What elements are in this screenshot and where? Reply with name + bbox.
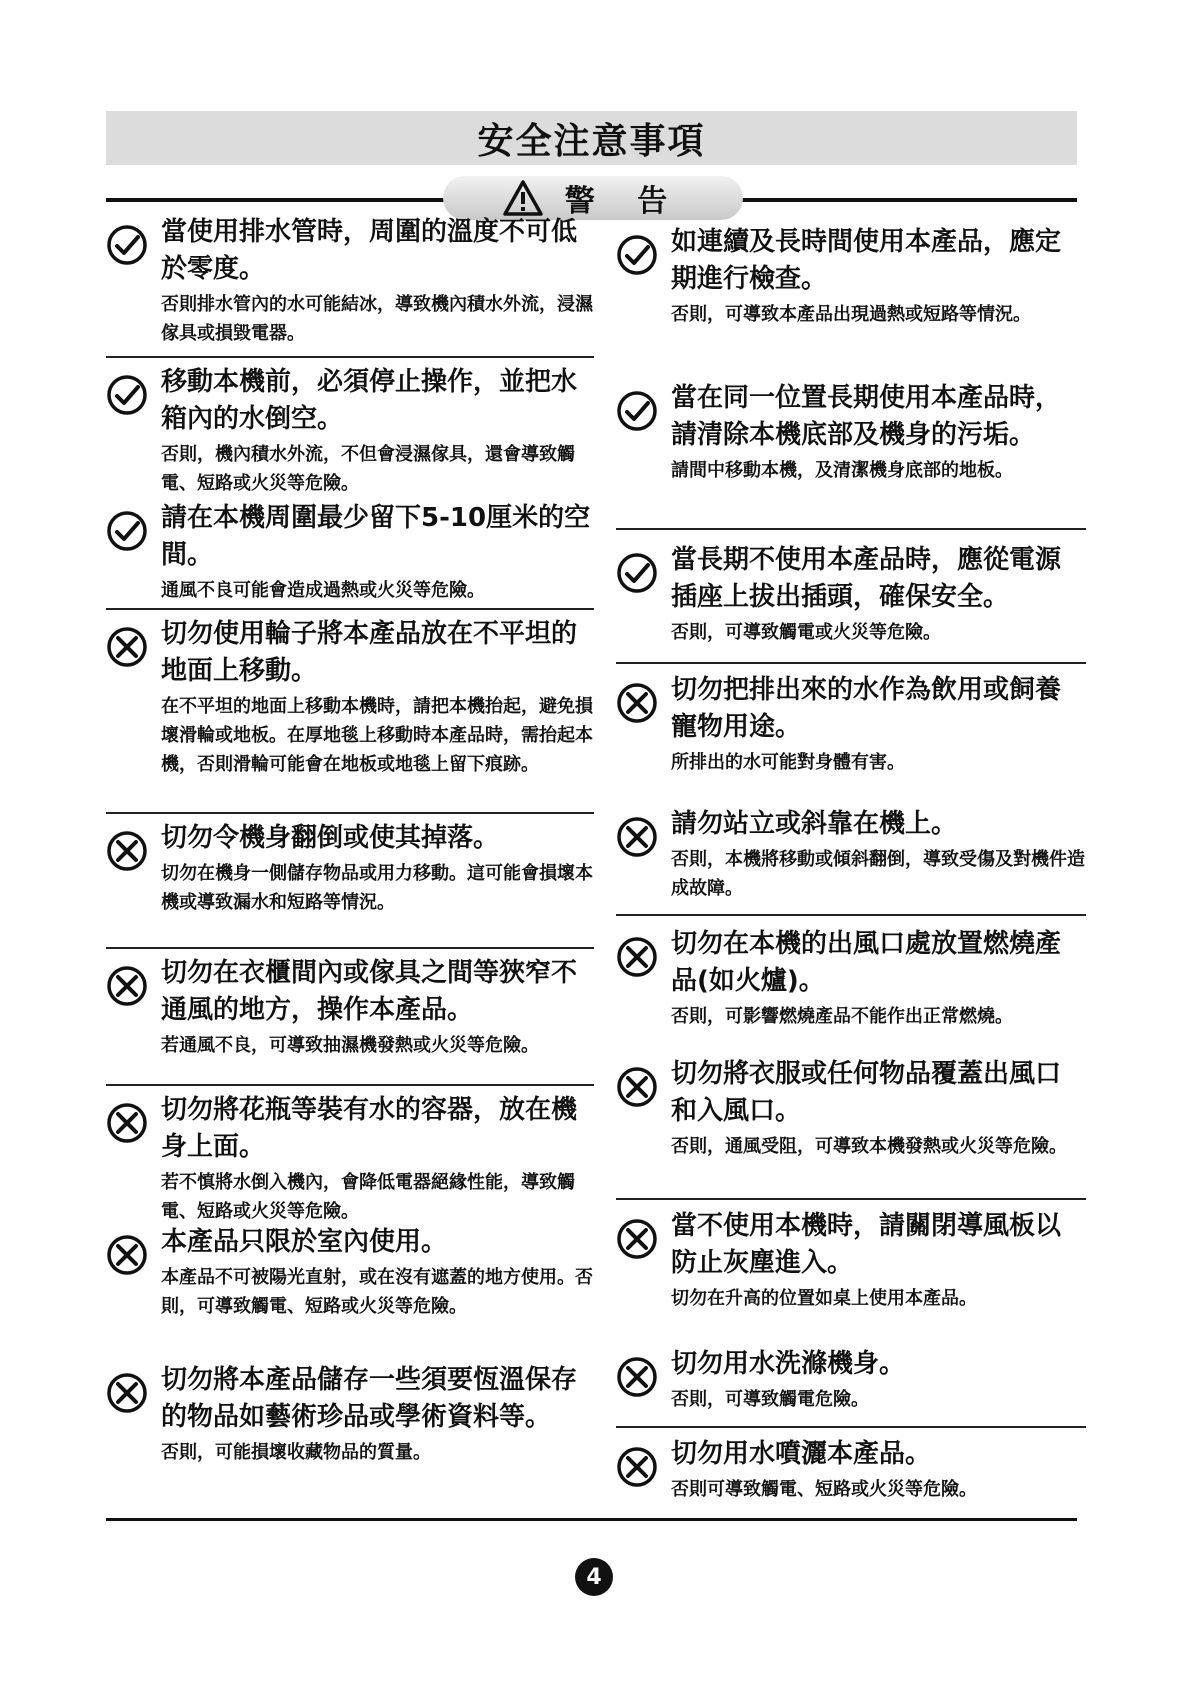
- divider: [616, 1426, 1086, 1428]
- prohibited-circle-icon: [616, 682, 658, 724]
- item-heading: 移動本機前，必須停止操作，並把水箱內的水倒空。: [161, 367, 578, 434]
- item-detail: 否則，機內積水外流，不但會浸濕傢具，還會導致觸電、短路或火災等危險。: [161, 444, 575, 494]
- item-heading: 切勿將花瓶等裝有水的容器，放在機身上面。: [161, 1095, 578, 1162]
- list-item: [616, 1208, 1086, 1313]
- check-circle-icon: [616, 552, 658, 594]
- check-circle-icon: [106, 224, 148, 266]
- check-circle-icon: [616, 390, 658, 432]
- item-heading: 如連續及長時間使用本產品，應定期進行檢查。: [671, 227, 1062, 294]
- list-item: [106, 1224, 594, 1321]
- item-heading: 切勿用水洗滌機身。: [671, 1349, 906, 1379]
- item-heading: 本產品只限於室內使用。: [161, 1227, 448, 1257]
- prohibited-circle-icon: [106, 626, 148, 668]
- prohibited-circle-icon: [616, 1218, 658, 1260]
- item-heading: 請在本機周圍最少留下5-10厘米的空間。: [161, 503, 591, 570]
- divider: [106, 356, 594, 358]
- item-detail: 否則，通風受阻，可導致本機發熱或火災等危險。: [671, 1136, 1067, 1157]
- item-heading: 當在同一位置長期使用本產品時，請清除本機底部及機身的污垢。: [671, 383, 1062, 450]
- list-item: [616, 926, 1086, 1031]
- item-detail: 若通風不良，可導致抽濕機發熱或火災等危險。: [161, 1035, 539, 1056]
- item-detail: 在不平坦的地面上移動本機時，請把本機抬起，避免損壞滑輪或地板。在厚地毯上移動時本產品時，需抬起本機，否則滑輪可能會在地板或地毯上留下痕跡。: [161, 696, 593, 775]
- list-item: [616, 224, 1086, 329]
- page-title-bar: [106, 111, 1077, 165]
- prohibited-circle-icon: [106, 1234, 148, 1276]
- page-title: 安全注意事項: [477, 120, 706, 162]
- list-item: [106, 1362, 594, 1467]
- item-detail: 本產品不可被陽光直射，或在沒有遮蓋的地方使用。否則，可導致觸電、短路或火災等危險。: [161, 1267, 593, 1317]
- prohibited-circle-icon: [616, 1066, 658, 1108]
- list-item: [616, 1056, 1086, 1161]
- item-heading: 切勿在衣櫃間內或傢具之間等狹窄不通風的地方，操作本產品。: [161, 958, 578, 1025]
- item-detail: 否則，可能損壞收藏物品的質量。: [161, 1442, 431, 1463]
- list-item: [616, 672, 1086, 777]
- check-circle-icon: [616, 234, 658, 276]
- check-circle-icon: [106, 510, 148, 552]
- prohibited-circle-icon: [616, 816, 658, 858]
- prohibited-circle-icon: [106, 965, 148, 1007]
- warning-triangle-icon: [503, 180, 543, 216]
- item-heading: 請勿站立或斜靠在機上。: [671, 809, 958, 839]
- divider: [616, 914, 1086, 916]
- item-detail: 通風不良可能會造成過熱或火災等危險。: [161, 580, 485, 601]
- list-item: [106, 955, 594, 1060]
- list-item: [106, 364, 594, 498]
- divider: [106, 608, 594, 610]
- item-detail: 否則排水管內的水可能結冰，導致機內積水外流，浸濕傢具或損毀電器。: [161, 294, 593, 344]
- item-detail: 否則，可導致觸電或火災等危險。: [671, 622, 941, 643]
- divider: [106, 198, 446, 202]
- item-detail: 切勿在機身一側儲存物品或用力移動。這可能會損壞本機或導致漏水和短路等情況。: [161, 863, 593, 913]
- item-detail: 切勿在升高的位置如桌上使用本產品。: [671, 1288, 977, 1309]
- divider: [740, 198, 1077, 202]
- list-item: [616, 1436, 1086, 1504]
- divider: [106, 1084, 594, 1086]
- divider: [106, 947, 594, 949]
- prohibited-circle-icon: [616, 1446, 658, 1488]
- item-heading: 當長期不使用本產品時，應從電源插座上拔出插頭，確保安全。: [671, 545, 1062, 612]
- list-item: [616, 542, 1086, 647]
- list-item: [616, 1346, 1086, 1414]
- item-heading: 切勿把排出來的水作為飲用或飼養寵物用途。: [671, 675, 1062, 742]
- divider: [106, 812, 594, 814]
- item-heading: 當不使用本機時，請關閉導風板以防止灰塵進入。: [671, 1211, 1062, 1278]
- list-item: [616, 806, 1086, 903]
- divider: [616, 528, 1086, 530]
- item-heading: 切勿在本機的出風口處放置燃燒產品(如火爐)。: [671, 929, 1062, 996]
- item-heading: 切勿將衣服或任何物品覆蓋出風口和入風口。: [671, 1059, 1062, 1126]
- list-item: [106, 616, 594, 779]
- item-heading: 切勿使用輪子將本產品放在不平坦的地面上移動。: [161, 619, 578, 686]
- item-detail: 否則，本機將移動或傾斜翻倒，導致受傷及對機件造成故障。: [671, 849, 1085, 899]
- warning-label: 警 告: [564, 184, 684, 219]
- divider: [106, 1518, 1077, 1521]
- item-detail: 所排出的水可能對身體有害。: [671, 752, 905, 773]
- prohibited-circle-icon: [106, 1372, 148, 1414]
- item-detail: 否則，可導致觸電危險。: [671, 1389, 869, 1410]
- item-detail: 請間中移動本機，及清潔機身底部的地板。: [671, 460, 1013, 481]
- list-item: [616, 380, 1086, 485]
- item-detail: 若不慎將水倒入機內，會降低電器絕緣性能，導致觸電、短路或火災等危險。: [161, 1172, 575, 1222]
- check-circle-icon: [106, 374, 148, 416]
- list-item: [106, 500, 594, 605]
- prohibited-circle-icon: [106, 830, 148, 872]
- item-detail: 否則可導致觸電、短路或火災等危險。: [671, 1479, 977, 1500]
- divider: [616, 662, 1086, 664]
- page-number: 4: [575, 1558, 613, 1596]
- item-heading: 當使用排水管時，周圍的溫度不可低於零度。: [161, 217, 578, 284]
- list-item: [106, 1092, 594, 1226]
- item-heading: 切勿令機身翻倒或使其掉落。: [161, 823, 500, 853]
- list-item: [106, 214, 594, 348]
- prohibited-circle-icon: [616, 1356, 658, 1398]
- prohibited-circle-icon: [616, 936, 658, 978]
- prohibited-circle-icon: [106, 1102, 148, 1144]
- item-heading: 切勿將本產品儲存一些須要恆溫保存的物品如藝術珍品或學術資料等。: [161, 1365, 578, 1432]
- item-detail: 否則，可導致本產品出現過熱或短路等情況。: [671, 304, 1031, 325]
- divider: [616, 1198, 1086, 1200]
- item-detail: 否則，可影響燃燒產品不能作出正常燃燒。: [671, 1006, 1013, 1027]
- list-item: [106, 820, 594, 917]
- item-heading: 切勿用水噴灑本產品。: [671, 1439, 932, 1469]
